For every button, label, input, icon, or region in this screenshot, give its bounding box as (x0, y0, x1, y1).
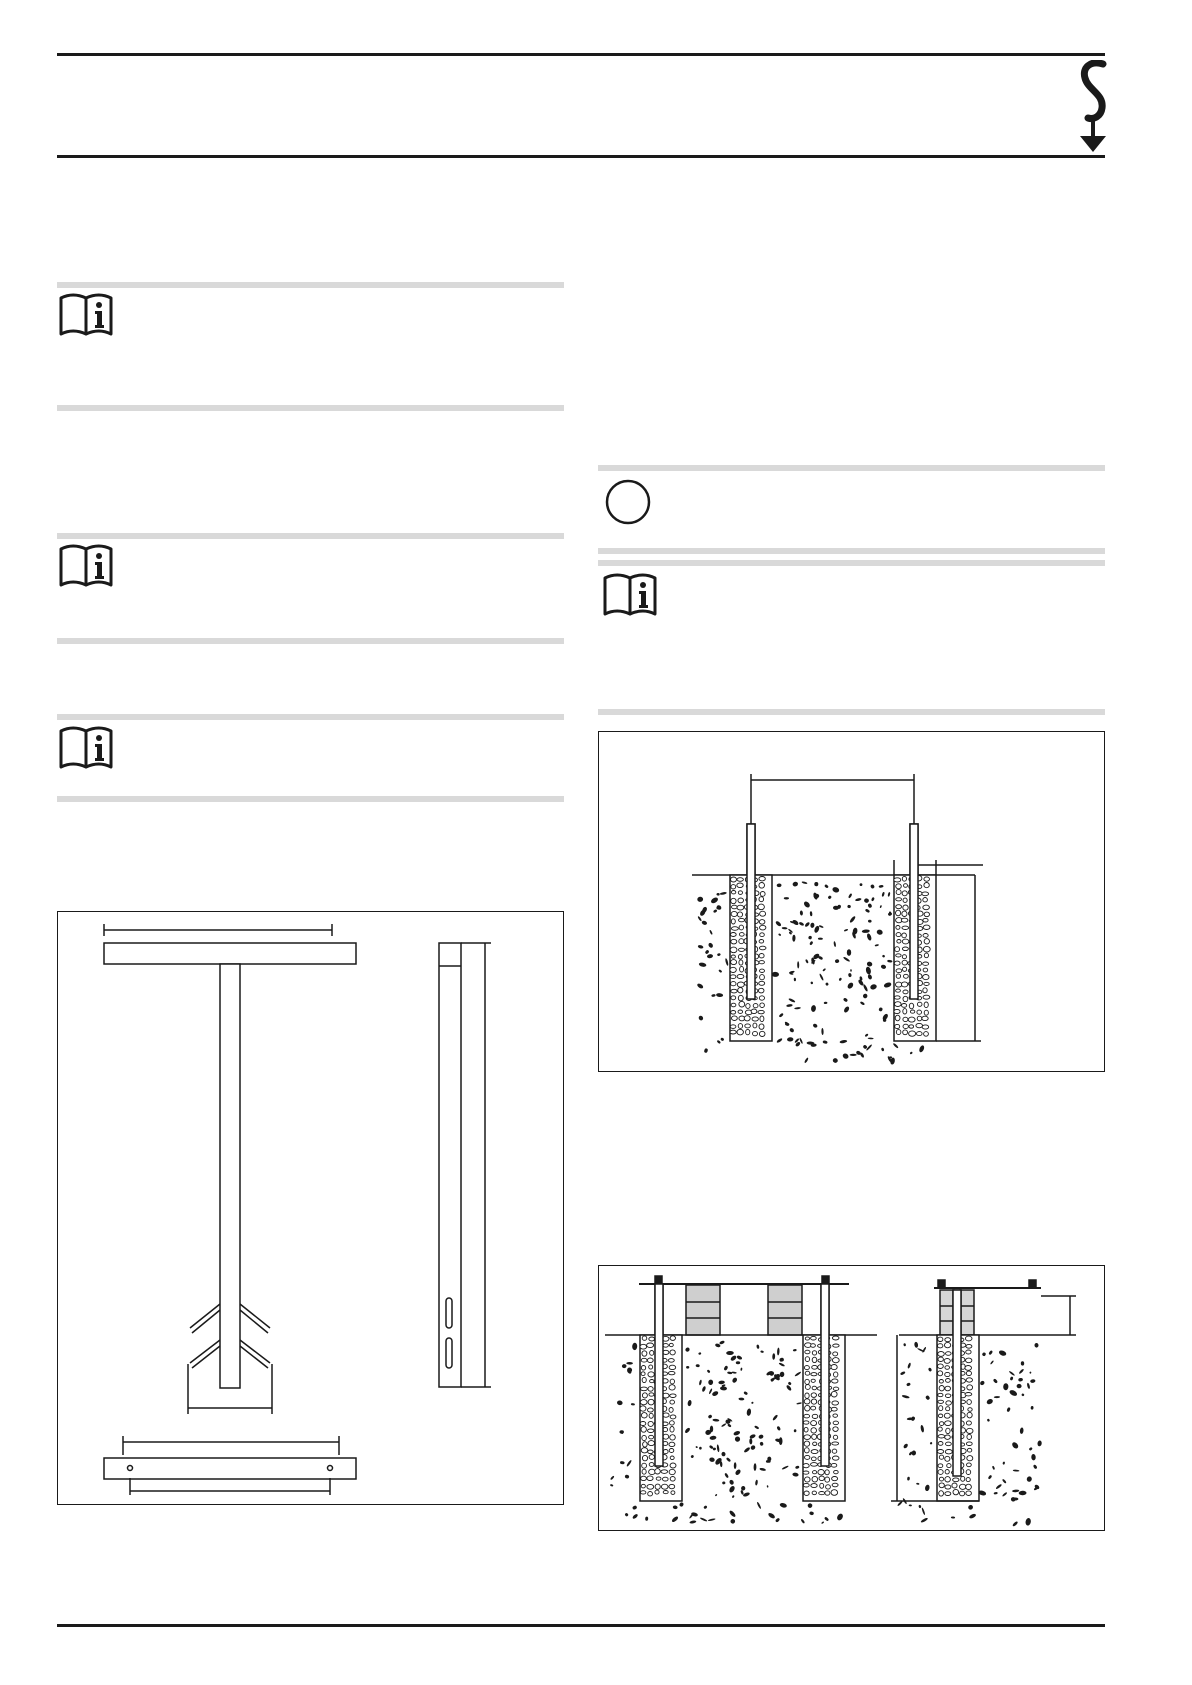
header-top-rule (57, 53, 1105, 56)
manual-info-icon (58, 292, 114, 338)
note-1-top-bar (57, 282, 564, 288)
manual-info-icon (58, 543, 114, 589)
frame-post-dimensions-drawing (57, 911, 564, 1505)
notice-bottom-bar (598, 548, 1105, 554)
note-3-top-bar (57, 714, 564, 720)
manual-info-icon (602, 572, 658, 618)
header-bottom-rule (57, 155, 1105, 158)
note-3-bottom-bar (57, 796, 564, 802)
note-2-top-bar (57, 533, 564, 539)
brand-s-arrow-logo (1076, 60, 1110, 154)
note-4-bottom-bar (598, 709, 1105, 715)
note-2-bottom-bar (57, 638, 564, 644)
note-1-bottom-bar (57, 405, 564, 411)
footer-rule (57, 1624, 1105, 1627)
notice-circle-icon (605, 479, 651, 525)
notice-top-bar (598, 465, 1105, 471)
posts-leveled-on-foundation-drawing (598, 1265, 1105, 1531)
posts-in-concrete-foundation-drawing (598, 731, 1105, 1072)
manual-info-icon (58, 725, 114, 771)
note-4-top-bar (598, 560, 1105, 566)
